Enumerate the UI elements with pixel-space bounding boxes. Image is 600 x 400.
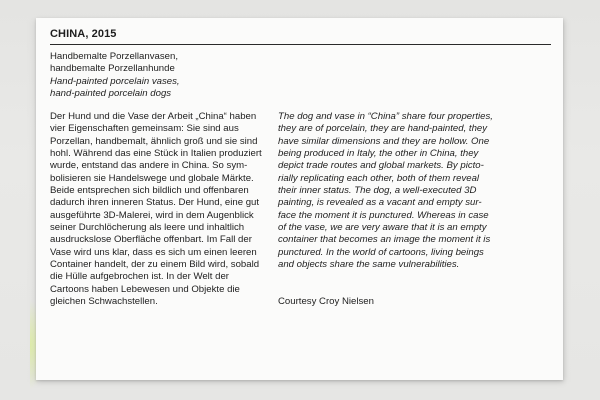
medium-line: Hand-painted porcelain vases,	[50, 75, 180, 87]
english-line: painting, is revealed as a vacant and empty sur-	[278, 197, 482, 209]
english-line: of the vase, we are very aware that it is an empty	[278, 222, 487, 234]
english-line: punctured. In the world of cartoons, living beings	[278, 246, 484, 258]
english-line: and objects share the same vulnerabilities.	[278, 259, 460, 271]
english-line: depict trade routes and global markets. By picto-	[278, 160, 484, 172]
german-line: die Hülle aufgebrochen ist. In der Welt der	[50, 271, 230, 283]
english-line: their inner status. The dog, a well-executed 3D	[278, 185, 477, 197]
german-line: hohl. Während das eine Stück in Italien produziert	[50, 148, 262, 160]
medium-line: Handbemalte Porzellanvasen,	[50, 51, 178, 62]
german-line: Der Hund und die Vase der Arbeit „China“ haben	[50, 111, 257, 122]
title-divider	[50, 44, 551, 45]
english-line: The dog and vase in “China” share four properties,	[278, 111, 493, 122]
german-line: Vase wird uns klar, dass es sich um einen leeren	[50, 246, 257, 258]
german-text	[50, 111, 282, 309]
german-line: gleichen Schwachstellen.	[50, 296, 158, 308]
english-line: rially replicating each other, both of them reveal	[278, 172, 480, 184]
english-line: container that becomes an image the moment it is	[278, 234, 491, 246]
english-line: have similar dimensions and they are hollow. One	[278, 135, 490, 147]
courtesy-credit: Courtesy Croy Nielsen	[278, 296, 374, 307]
german-line: Container handelt, der zu einem Bild wird, sobald	[50, 259, 260, 271]
english-text	[278, 111, 524, 271]
german-line: ausgeführte 3D-Malerei, wird in dem Augenblick	[50, 209, 254, 221]
medium-line: handbemalte Porzellanhunde	[50, 63, 175, 75]
german-line: Porzellan, handbemalt, ähnlich groß und sie sind	[50, 135, 258, 147]
german-line: dadurch ihren inneren Status. Der Hund, eine gut	[50, 197, 260, 209]
german-line: vier Eigenschaften gemeinsam: Sie sind aus	[50, 123, 239, 135]
english-line: face the moment it is punctured. Whereas in case	[278, 209, 489, 221]
medium-description	[50, 51, 180, 101]
wall-label-card	[36, 18, 563, 380]
medium-line: hand-painted porcelain dogs	[50, 88, 172, 100]
german-line: bolisieren sie Handelswege und globale Märkte.	[50, 172, 254, 184]
english-line: they are of porcelain, they are hand-painted, they	[278, 123, 488, 135]
german-line: Beide entsprechen sich bildlich und offenbaren	[50, 185, 249, 197]
german-line: Cartoons haben Lebewesen und Objekte die	[50, 283, 240, 295]
english-line: being produced in Italy, the other in China, they	[278, 148, 479, 160]
artwork-title: CHINA, 2015	[50, 28, 117, 40]
german-line: seiner Durchlöcherung als leere und inhaltlich	[50, 222, 245, 234]
german-line: ausdruckslose Oberfläche offenbart. Im Fall der	[50, 234, 252, 246]
german-line: wurde, entstand das andere in China. So sym-	[50, 160, 248, 172]
